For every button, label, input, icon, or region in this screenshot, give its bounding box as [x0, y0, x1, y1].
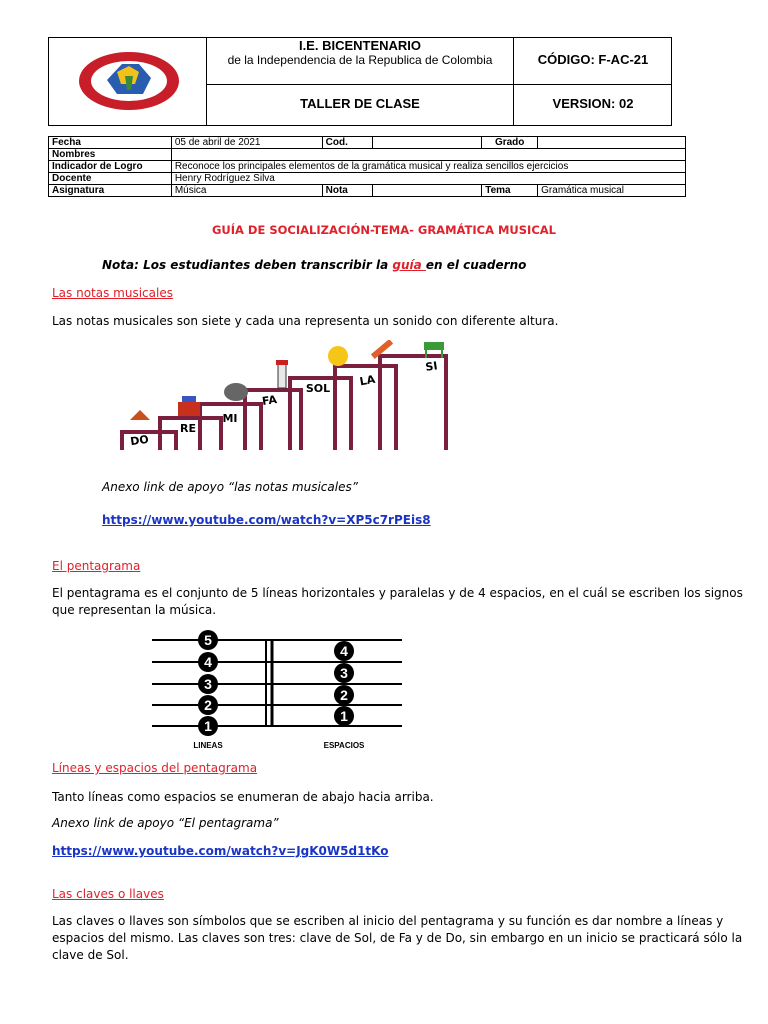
line-number-2: 2: [204, 697, 212, 713]
docente-label: Docente: [49, 173, 172, 185]
section-text-claves-2: espacios del mismo. Las claves son tres: clave de Sol, de Fa y de Do, sin embargo en un inicio se practicará sólo la: [52, 931, 743, 945]
space-number-3: 3: [340, 665, 348, 681]
notes-staircase-image: [118, 340, 458, 452]
section-text-claves-3: clave de Sol.: [52, 948, 129, 962]
table-row: [49, 185, 686, 197]
section-title-notas: Las notas musicales: [52, 286, 173, 300]
fecha-label: Fecha: [49, 137, 172, 149]
school-subtitle: de la Independencia de la Republica de Colombia: [227, 53, 493, 67]
note-la: LA: [358, 372, 377, 389]
school-name: I.E. BICENTENARIO: [298, 38, 422, 53]
note-mi: MI: [222, 412, 238, 425]
section-title-pentagrama: El pentagrama: [52, 559, 141, 573]
section-text-pentagrama-2: que representan la música.: [52, 603, 217, 617]
section-text-pentagrama-1: El pentagrama es el conjunto de 5 líneas horizontales y paralelas y de 4 espacios, en el cuál se escriben los signos: [52, 586, 743, 600]
cod-label: Cod.: [322, 137, 372, 149]
section-text-notas: Las notas musicales son siete y cada una representa un sonido con diferente altura.: [52, 314, 559, 328]
line-number-3: 3: [204, 676, 212, 692]
note-guia: guía: [392, 258, 426, 272]
table-row: [49, 161, 686, 173]
table-row: [49, 149, 686, 161]
tema-value: Gramática musical: [538, 185, 686, 197]
link-notas[interactable]: https://www.youtube.com/watch?v=XP5c7rPEis8: [102, 513, 431, 527]
nombres-value: [171, 149, 685, 161]
space-number-2: 2: [340, 687, 348, 703]
nota-label: Nota: [322, 185, 372, 197]
staff-diagram: [152, 630, 404, 752]
note-re: RE: [180, 422, 196, 435]
table-row: [49, 137, 686, 149]
note-fa: FA: [261, 393, 278, 408]
document-type: TALLER DE CLASE: [300, 96, 420, 111]
tema-label: Tema: [482, 185, 538, 197]
docente-value: Henry Rodríguez Silva: [171, 173, 685, 185]
fecha-value: 05 de abril de 2021: [171, 137, 322, 149]
guide-title: GUÍA DE SOCIALIZACIÓN-TEMA- GRAMÁTICA MUSICAL: [211, 223, 557, 237]
note-si: SI: [424, 359, 439, 374]
space-number-4: 4: [340, 643, 348, 659]
note-pre: Nota: Los estudiantes deben transcribir la: [102, 258, 393, 272]
link-pentagrama[interactable]: https://www.youtube.com/watch?v=JgK0W5d1tKo: [52, 844, 389, 858]
section-text-lineas: Tanto líneas como espacios se enumeran de abajo hacia arriba.: [52, 790, 434, 804]
grado-value: [538, 137, 686, 149]
line-number-4: 4: [204, 654, 212, 670]
asignatura-label: Asignatura: [49, 185, 172, 197]
document-version: VERSION: 02: [552, 96, 634, 111]
note-post: en el cuaderno: [425, 258, 527, 272]
section-text-claves-1: Las claves o llaves son símbolos que se escriben al inicio del pentagrama y su función es dar nombre a líneas y: [52, 914, 724, 928]
staff-spaces-label: ESPACIOS: [323, 741, 365, 750]
line-number-1: 1: [204, 718, 212, 734]
table-row: [49, 173, 686, 185]
space-number-1: 1: [340, 708, 348, 724]
asignatura-value: Música: [171, 185, 322, 197]
info-table: [48, 136, 686, 197]
line-number-5: 5: [204, 632, 212, 648]
school-logo: [77, 50, 181, 112]
section-title-claves: Las claves o llaves: [52, 887, 164, 901]
nombres-label: Nombres: [49, 149, 172, 161]
section-title-lineas: Líneas y espacios del pentagrama: [52, 761, 258, 775]
note-do: DO: [129, 432, 150, 449]
nota-value: [372, 185, 482, 197]
header-table: [48, 37, 672, 126]
staff-lines-label: LINEAS: [193, 741, 223, 750]
annex-pentagrama: Anexo link de apoyo “El pentagrama”: [52, 816, 279, 830]
indicador-value: Reconoce los principales elementos de la gramática musical y realiza sencillos ejercicios: [171, 161, 685, 173]
indicador-label: Indicador de Logro: [49, 161, 172, 173]
cod-value: [372, 137, 482, 149]
note-line: [102, 256, 526, 275]
grado-label: Grado: [482, 137, 538, 149]
annex-notas: Anexo link de apoyo “las notas musicales”: [102, 480, 358, 494]
document-code: CÓDIGO: F-AC-21: [537, 52, 649, 67]
note-sol: SOL: [305, 382, 331, 395]
